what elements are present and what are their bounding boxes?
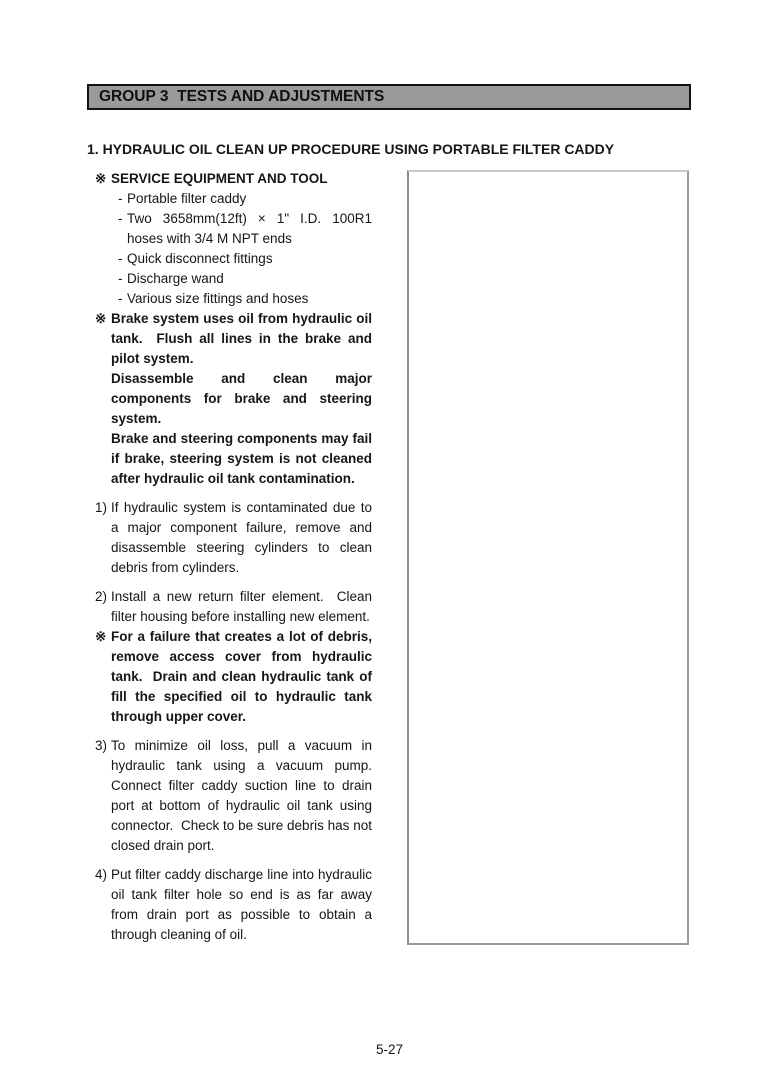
- procedure-step-3: [95, 736, 372, 856]
- note-paragraph: Brake and steering components may fail if brake, steering system is not cleaned after hydraulic oil tank contamination.: [111, 431, 372, 486]
- list-item-text: Quick disconnect fittings: [127, 251, 273, 266]
- reference-mark: ※: [95, 629, 107, 644]
- list-item-text: Various size fittings and hoses: [127, 291, 309, 306]
- step-text: Put filter caddy discharge line into hydraulic oil tank filter hole so end is as far away from drain port as possible to obtain a through cleaning of oil.: [111, 867, 372, 942]
- step-text: Install a new return filter element. Clean filter housing before installing new element.: [111, 589, 372, 624]
- list-item: [118, 189, 372, 209]
- dash-bullet: -: [118, 291, 123, 306]
- note-debris-failure-text: For a failure that creates a lot of debris, remove access cover from hydraulic tank. Drain and clean hydraulic tank of fill the specified oil to hydraulic tank through upper cover.: [111, 629, 372, 724]
- step-number: 2): [95, 589, 108, 604]
- procedure-step-1: [95, 498, 372, 578]
- step-text: To minimize oil loss, pull a vacuum in hydraulic tank using a vacuum pump. Connect filter caddy suction line to drain port at bottom of hydraulic oil tank using connector. Check to be sure debris has not closed drain port.: [111, 738, 372, 853]
- list-item: [118, 209, 372, 249]
- list-item: [118, 289, 372, 309]
- list-item: [118, 269, 372, 289]
- section-header-bar: [87, 84, 691, 110]
- list-item-text: Discharge wand: [127, 271, 224, 286]
- reference-mark: ※: [95, 311, 107, 326]
- dash-bullet: -: [118, 211, 123, 226]
- equipment-list: [95, 189, 372, 309]
- note-brake-system-body: [111, 309, 372, 489]
- dash-bullet: -: [118, 191, 123, 206]
- list-item-text: Two 3658mm(12ft) × 1" I.D. 100R1 hoses with 3/4 M NPT ends: [127, 211, 372, 246]
- procedure-text-column: [95, 169, 372, 945]
- procedure-step-2: [95, 587, 372, 627]
- note-debris-failure: [95, 627, 372, 727]
- note-paragraph: Brake system uses oil from hydraulic oil tank. Flush all lines in the brake and pilot system.: [111, 311, 372, 366]
- step-number: 3): [95, 738, 108, 753]
- dash-bullet: -: [118, 251, 123, 266]
- list-item: [118, 249, 372, 269]
- section-header-label: GROUP 3 TESTS AND ADJUSTMENTS: [99, 88, 385, 105]
- page-number: 5-27: [375, 1042, 404, 1057]
- page-title: 1. HYDRAULIC OIL CLEAN UP PROCEDURE USING PORTABLE FILTER CADDY: [87, 141, 615, 157]
- note-service-equipment-heading: SERVICE EQUIPMENT AND TOOL: [111, 171, 328, 186]
- step-number: 1): [95, 500, 108, 515]
- note-paragraph: Disassemble and clean major components for brake and steering system.: [111, 371, 372, 426]
- dash-bullet: -: [118, 271, 123, 286]
- reference-mark: ※: [95, 171, 107, 186]
- figure-placeholder-box: [407, 170, 689, 945]
- step-number: 4): [95, 867, 108, 882]
- procedure-step-4: [95, 865, 372, 945]
- list-item-text: Portable filter caddy: [127, 191, 247, 206]
- step-text: If hydraulic system is contaminated due to a major component failure, remove and disassemble steering cylinders to clean debris from cylinders.: [111, 500, 372, 575]
- note-service-equipment: [95, 169, 372, 189]
- note-brake-system: [95, 309, 372, 489]
